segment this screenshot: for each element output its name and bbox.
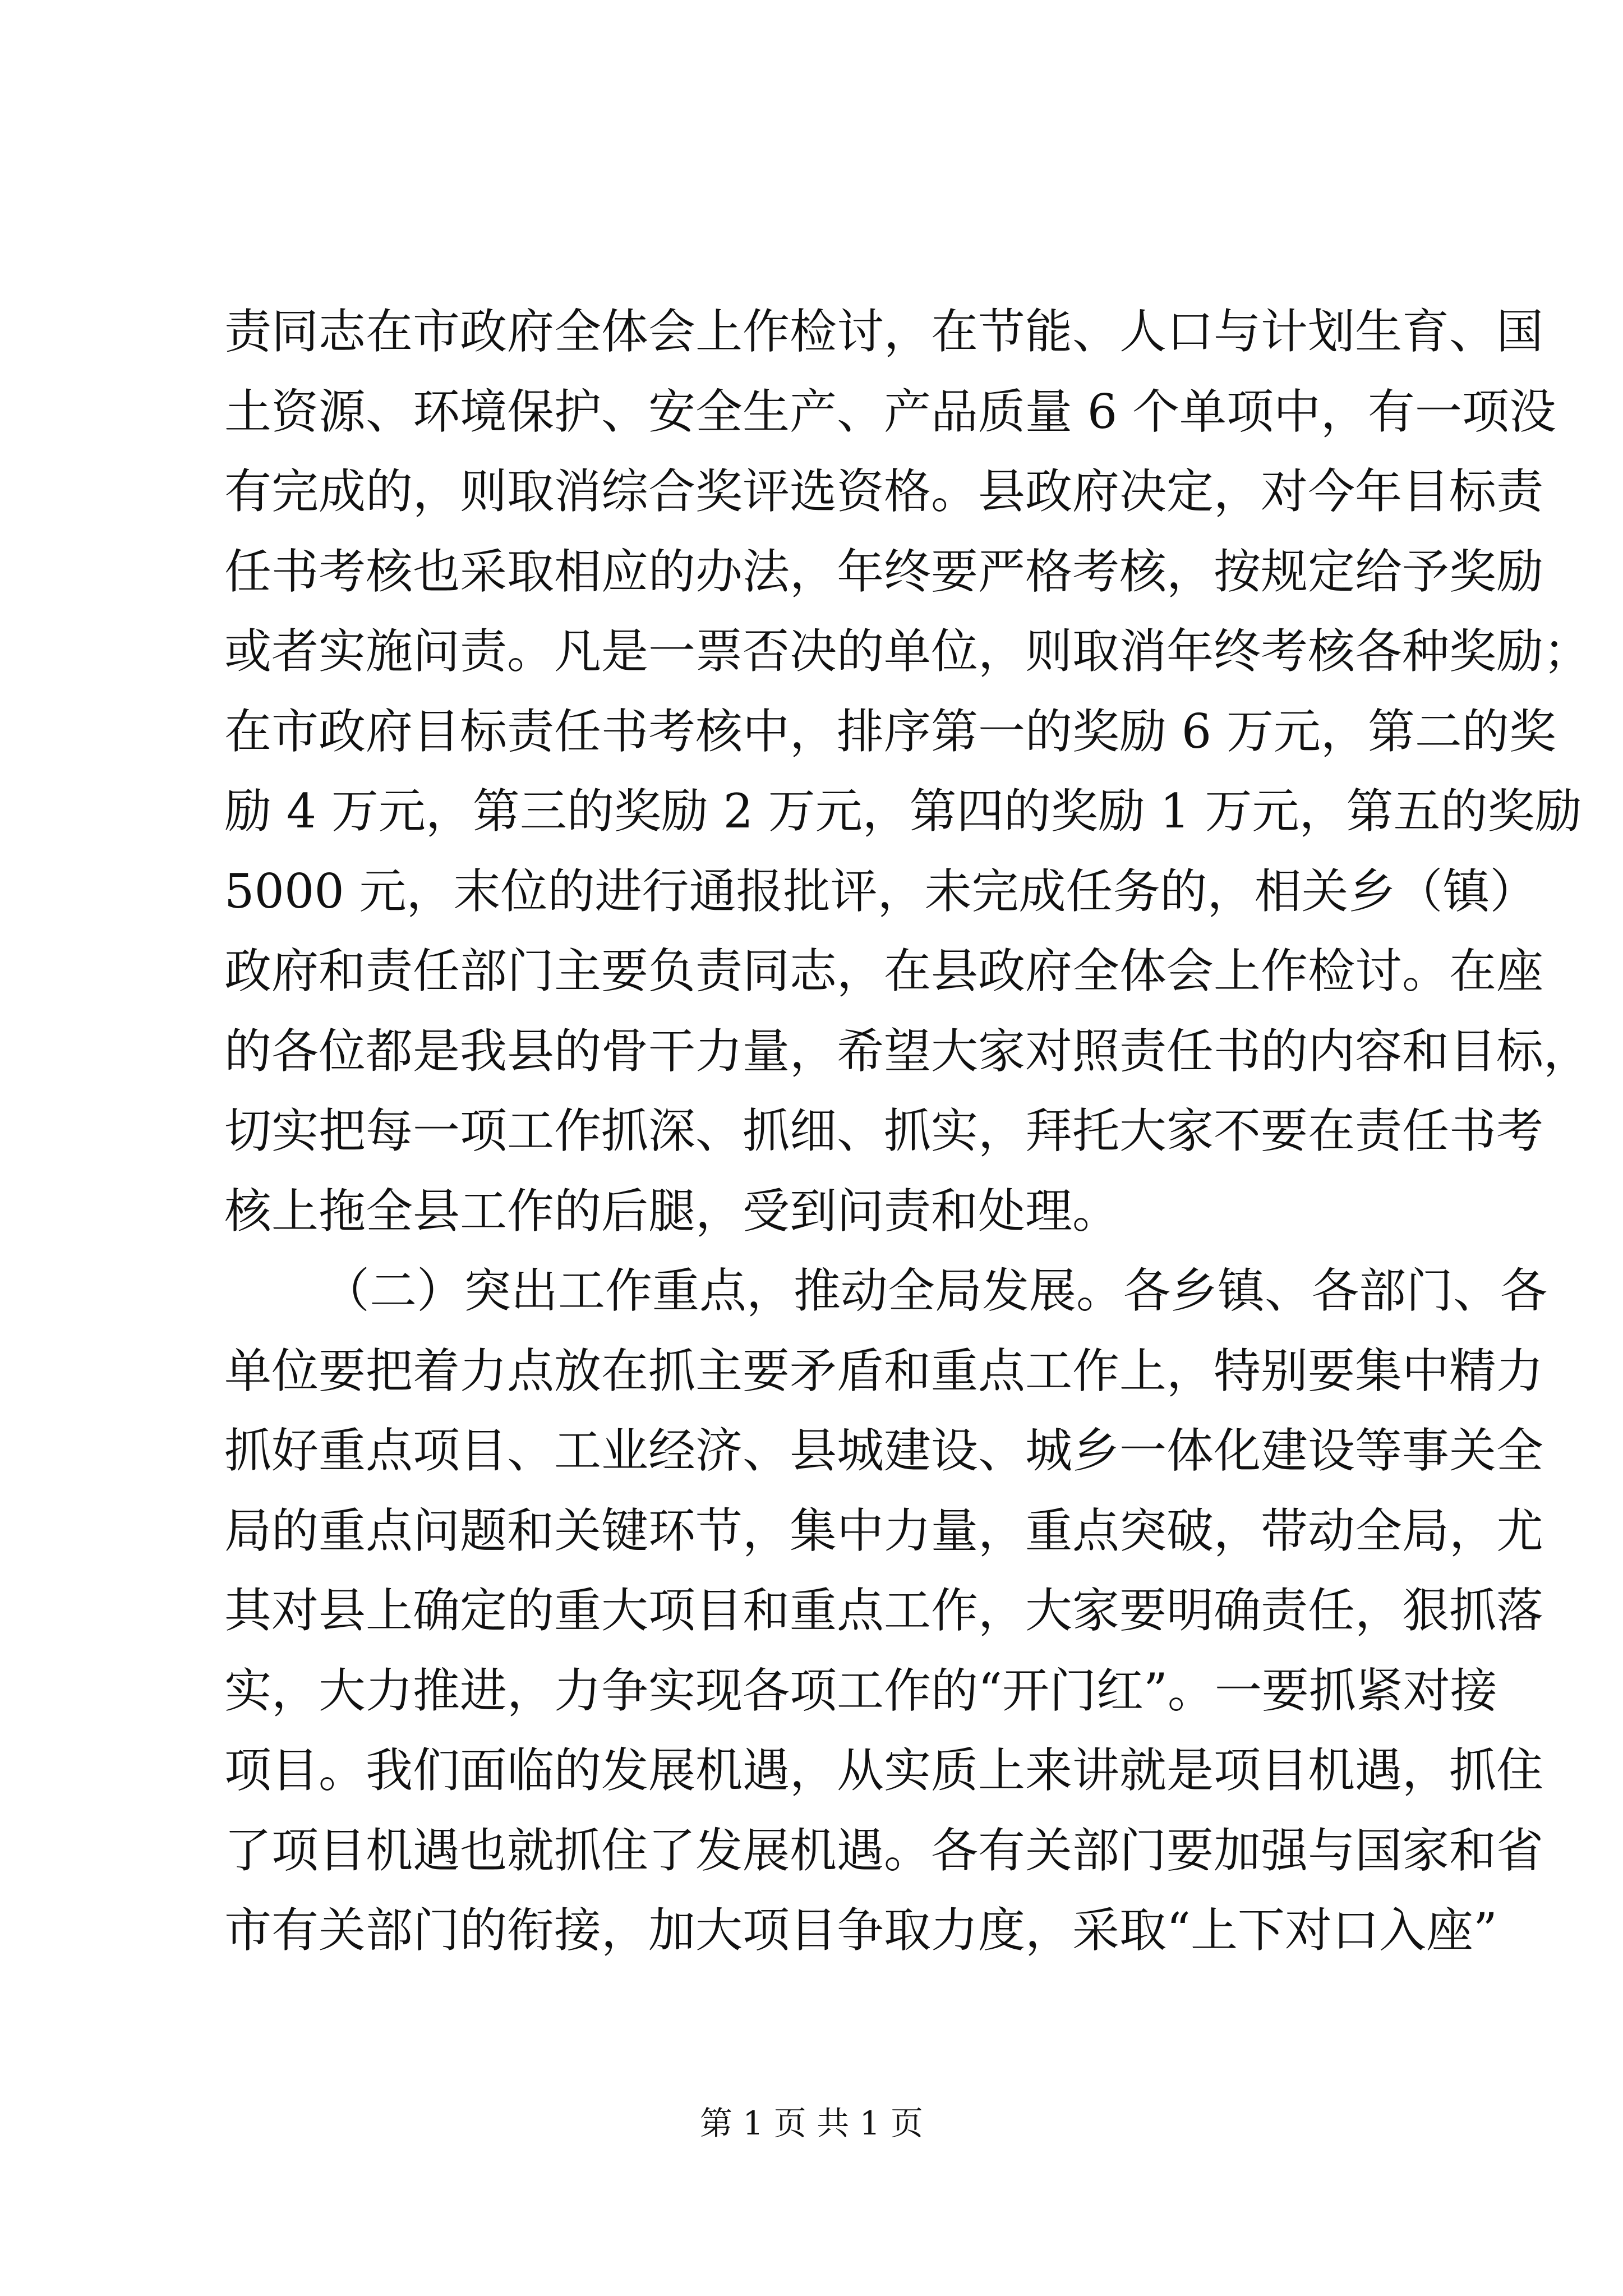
text-line: 切实把每一项工作抓深、抓细、抓实，拜托大家不要在责任书考 [224,1103,1544,1158]
text-line: 责同志在市政府全体会上作检讨，在节能、人口与计划生育、国 [224,304,1544,359]
text-line: 励 4 万元，第三的奖励 2 万元，第四的奖励 1 万元，第五的奖励 [224,784,1582,839]
section-heading-line: （二）突出工作重点，推动全局发展。各乡镇、各部门、各 [322,1263,1548,1318]
text-line: 单位要把着力点放在抓主要矛盾和重点工作上，特别要集中精力 [224,1343,1544,1398]
text-line: 政府和责任部门主要负责同志，在县政府全体会上作检讨。在座 [224,944,1544,999]
text-line: 了项目机遇也就抓住了发展机遇。各有关部门要加强与国家和省 [224,1823,1544,1878]
text-line: 在市政府目标责任书考核中，排序第一的奖励 6 万元，第二的奖 [224,703,1556,759]
text-line: 的各位都是我县的骨干力量，希望大家对照责任书的内容和目标， [224,1023,1591,1079]
text-line: 局的重点问题和关键环节，集中力量，重点突破，带动全局，尤 [224,1503,1544,1558]
text-line: 抓好重点项目、工业经济、县城建设、城乡一体化建设等事关全 [224,1423,1544,1478]
text-line: 任书考核也采取相应的办法，年终要严格考核，按规定给予奖励 [224,544,1544,599]
page-footer [0,2101,1623,2146]
text-line: 实，大力推进，力争实现各项工作的“开门红”。一要抓紧对接 [224,1663,1497,1718]
text-line: 核上拖全县工作的后腿，受到问责和处理。 [224,1183,1120,1239]
text-line: 其对县上确定的重大项目和重点工作，大家要明确责任，狠抓落 [224,1583,1544,1638]
text-line: 土资源、环境保护、安全生产、产品质量 6 个单项中，有一项没 [224,384,1556,439]
text-line: 或者实施问责。凡是一票否决的单位，则取消年终考核各种奖励； [224,624,1591,679]
text-line: 5000 元，末位的进行通报批评，未完成任务的，相关乡（镇） [224,863,1537,919]
text-line: 有完成的，则取消综合奖评选资格。县政府决定，对今年目标责 [224,464,1544,519]
text-line: 市有关部门的衔接，加大项目争取力度，采取“上下对口入座” [224,1903,1497,1958]
text-line: 项目。我们面临的发展机遇，从实质上来讲就是项目机遇，抓住 [224,1743,1544,1798]
body-text [224,292,1591,1971]
page-number: 第 1 页 共 1 页 [700,2104,923,2142]
